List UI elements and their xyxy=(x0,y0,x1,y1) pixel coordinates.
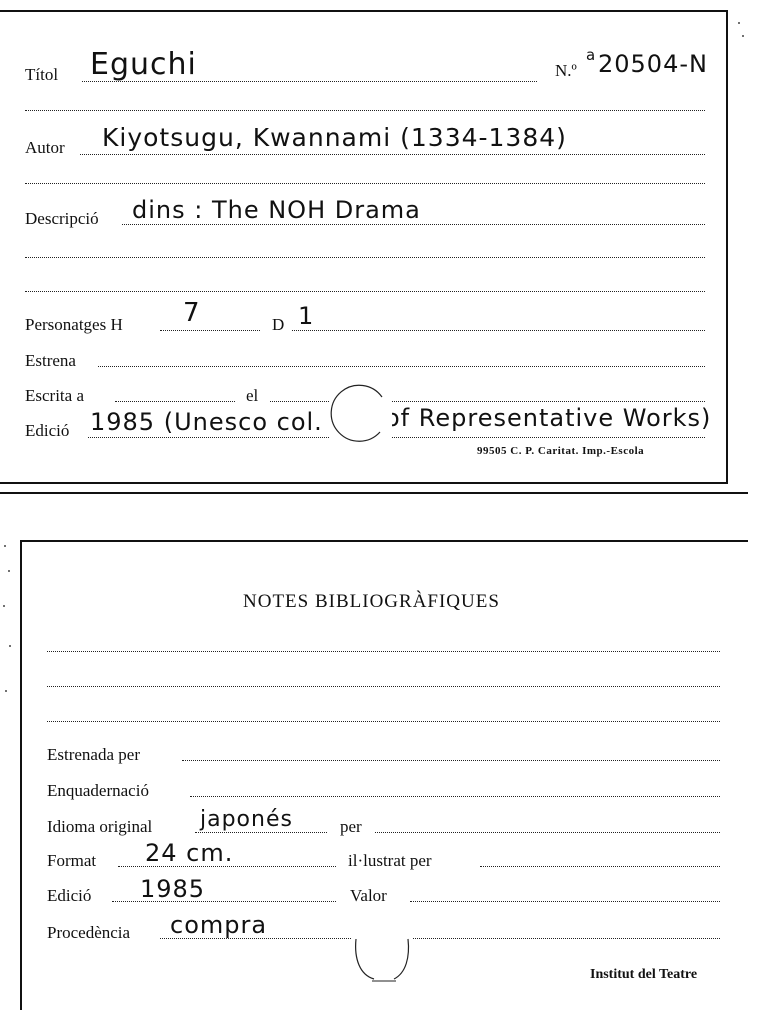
edition-value-right: of Representative Works) xyxy=(385,404,712,432)
translated-by-label: per xyxy=(340,817,362,836)
catalog-card-back xyxy=(0,515,759,1028)
number-label: N.º xyxy=(555,61,577,80)
date-label: el xyxy=(246,386,259,405)
female-count-value: 1 xyxy=(298,302,315,330)
blank-dotted-line xyxy=(25,110,705,111)
blank-dotted-line xyxy=(25,257,705,258)
number-superscript: a xyxy=(586,46,597,64)
female-label: D xyxy=(272,315,285,334)
scan-separator-line xyxy=(0,492,748,494)
title-value: Eguchi xyxy=(90,47,197,82)
value-label: Valor xyxy=(350,886,387,905)
blank-dotted-line xyxy=(47,651,720,652)
male-count-value: 7 xyxy=(183,298,201,328)
punched-hole xyxy=(352,935,412,983)
illustrated-by-dotted-line xyxy=(480,866,720,867)
blank-dotted-line xyxy=(25,291,705,292)
printer-imprint: 99505 C. P. Caritat. Imp.-Escola xyxy=(477,445,645,457)
scan-noise xyxy=(3,605,5,607)
translated-by-dotted-line xyxy=(375,832,720,833)
illustrated-by-label: il·lustrat per xyxy=(348,851,432,870)
card-right-edge xyxy=(726,10,728,482)
description-label: Descripció xyxy=(25,209,99,228)
catalog-card-front xyxy=(0,0,759,495)
author-label: Autor xyxy=(25,138,65,157)
card-left-edge xyxy=(20,540,22,1010)
edition-value: 1985 xyxy=(140,875,206,903)
female-count-line xyxy=(292,330,705,331)
author-value: Kiyotsugu, Kwannami (1334-1384) xyxy=(102,123,567,152)
written-in-dotted-line xyxy=(115,401,235,402)
card-top-edge xyxy=(20,540,748,542)
number-value: 20504-N xyxy=(598,50,708,78)
blank-dotted-line xyxy=(47,721,720,722)
scan-noise xyxy=(4,545,6,547)
written-in-label: Escrita a xyxy=(25,386,84,405)
title-label: Títol xyxy=(25,65,59,84)
binding-label: Enquadernació xyxy=(47,781,149,800)
characters-label: Personatges H xyxy=(25,315,123,334)
scan-noise xyxy=(742,35,744,37)
card-top-edge xyxy=(0,10,728,12)
original-language-label: Idioma original xyxy=(47,817,153,836)
card-bottom-edge xyxy=(0,482,728,484)
scan-noise xyxy=(9,645,11,647)
scan-noise xyxy=(738,22,740,24)
premiered-by-dotted-line xyxy=(182,760,720,761)
binding-dotted-line xyxy=(190,796,720,797)
format-label: Format xyxy=(47,851,97,870)
blank-dotted-line xyxy=(25,183,705,184)
edition-dotted-line xyxy=(88,437,705,438)
premiere-dotted-line xyxy=(98,366,705,367)
provenance-value: compra xyxy=(170,911,268,939)
description-dotted-line xyxy=(122,224,705,225)
original-language-dotted-line xyxy=(195,832,327,833)
punched-hole xyxy=(330,384,392,446)
institution-stamp: Institut del Teatre xyxy=(590,967,698,982)
notes-heading: NOTES BIBLIOGRÀFIQUES xyxy=(243,591,500,612)
male-count-line xyxy=(160,330,260,331)
edition-label: Edició xyxy=(25,421,70,440)
premiere-label: Estrena xyxy=(25,351,76,370)
format-value: 24 cm. xyxy=(145,839,234,867)
scan-noise xyxy=(5,690,7,692)
author-dotted-line xyxy=(80,154,705,155)
scan-noise xyxy=(8,570,10,572)
provenance-dotted-line-right xyxy=(408,938,720,939)
original-language-value: japonés xyxy=(200,807,293,832)
description-value: dins : The NOH Drama xyxy=(132,196,421,224)
value-dotted-line xyxy=(410,901,720,902)
edition-label: Edició xyxy=(47,886,92,905)
provenance-label: Procedència xyxy=(47,923,131,942)
edition-value-left: 1985 (Unesco col. xyxy=(90,408,323,436)
premiered-by-label: Estrenada per xyxy=(47,745,140,764)
blank-dotted-line xyxy=(47,686,720,687)
